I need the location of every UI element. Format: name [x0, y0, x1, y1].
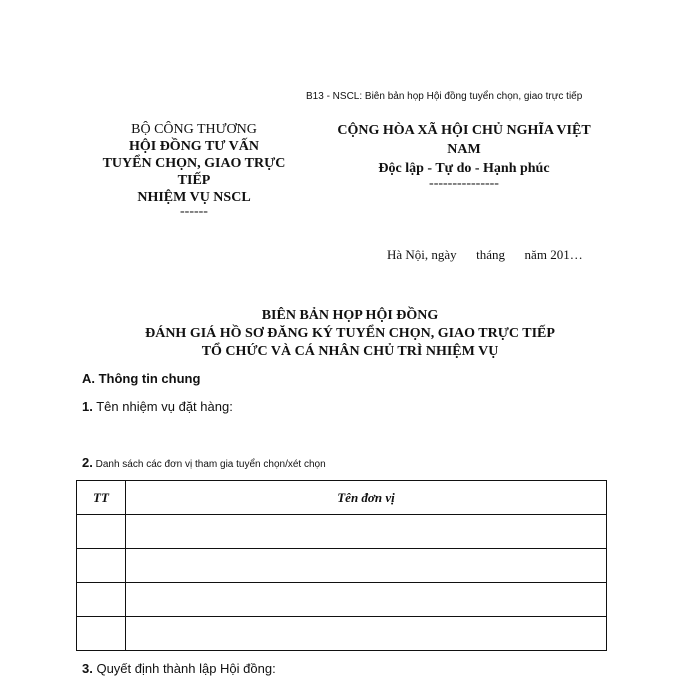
document-title: [80, 307, 620, 361]
ministry-name: BỘ CÔNG THƯƠNG: [131, 122, 257, 137]
right-header: [318, 121, 610, 190]
council-name-line3: TIẾP: [177, 173, 211, 188]
units-table: [76, 480, 607, 651]
table-cell[interactable]: [126, 583, 607, 617]
table-cell[interactable]: [126, 549, 607, 583]
section-2: [82, 455, 326, 470]
table-row: [77, 583, 607, 617]
republic-name-line1: CỘNG HÒA XÃ HỘI CHỦ NGHĨA VIỆT: [337, 123, 591, 138]
council-name-line2: TUYỂN CHỌN, GIAO TRỰC: [102, 156, 286, 171]
table-row: [77, 549, 607, 583]
section-2-number: 2.: [82, 455, 93, 470]
table-cell[interactable]: [77, 583, 126, 617]
table-cell[interactable]: [77, 549, 126, 583]
right-divider: ---------------: [429, 176, 499, 191]
left-header: [84, 121, 304, 218]
table-cell[interactable]: [126, 617, 607, 651]
section-1-text: Tên nhiệm vụ đặt hàng:: [92, 399, 233, 414]
section-3: [82, 661, 276, 676]
section-1-number: 1.: [82, 399, 93, 414]
table-row: [77, 617, 607, 651]
section-3-number: 3.: [82, 661, 93, 676]
date-line: Hà Nội, ngày tháng năm 201…: [387, 247, 583, 262]
section-1: [82, 399, 233, 414]
table-row: [77, 515, 607, 549]
form-code: B13 - NSCL: Biên bản họp Hội đồng tuyển chọn, giao trực tiếp: [306, 91, 583, 102]
table-header-row: [77, 481, 607, 515]
section-a-heading: A. Thông tin chung: [82, 371, 201, 386]
table-cell[interactable]: [126, 515, 607, 549]
council-name-line4: NHIỆM VỤ NSCL: [137, 190, 251, 205]
col-header-unit-name: Tên đơn vị: [126, 481, 607, 515]
council-name-line1: HỘI ĐỒNG TƯ VẤN: [128, 139, 260, 154]
motto: Độc lập - Tự do - Hạnh phúc: [378, 161, 550, 176]
title-line3: TỔ CHỨC VÀ CÁ NHÂN CHỦ TRÌ NHIỆM VỤ: [201, 344, 499, 359]
title-line2: ĐÁNH GIÁ HỒ SƠ ĐĂNG KÝ TUYỂN CHỌN, GIAO TRỰC TIẾP: [145, 326, 555, 341]
section-3-text: Quyết định thành lập Hội đồng:: [92, 661, 276, 676]
table-cell[interactable]: [77, 515, 126, 549]
republic-name-line2: NAM: [447, 142, 481, 157]
table-cell[interactable]: [77, 617, 126, 651]
title-line1: BIÊN BẢN HỌP HỘI ĐỒNG: [261, 308, 439, 323]
col-header-tt: TT: [77, 481, 126, 515]
left-divider: ------: [180, 204, 208, 219]
section-2-text: Danh sách các đơn vị tham gia tuyển chọn/xét chọn: [92, 459, 326, 470]
